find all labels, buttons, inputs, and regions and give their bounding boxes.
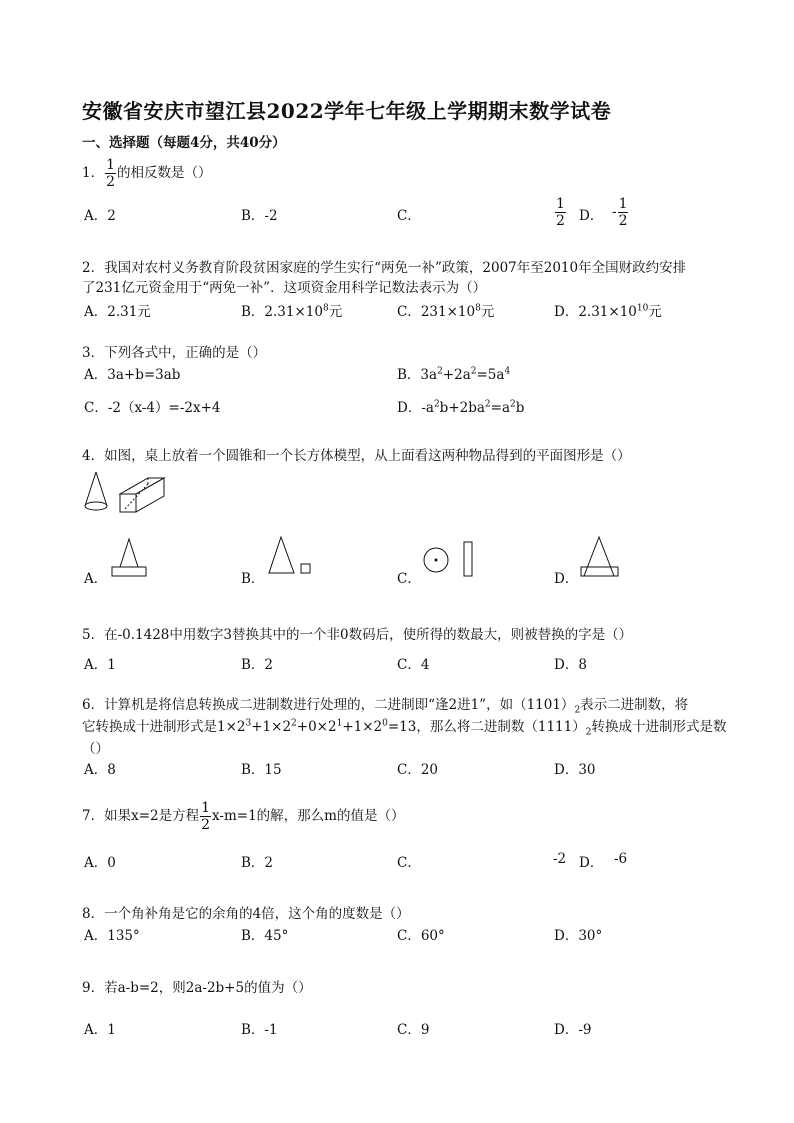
option-c[interactable]: C．9 <box>397 1022 430 1038</box>
option-b[interactable]: B．45° <box>241 928 289 944</box>
option-b[interactable]: B．2 <box>241 657 274 673</box>
option-c[interactable]: C． <box>397 208 421 224</box>
option-a[interactable]: A． <box>84 571 108 587</box>
option-d[interactable]: D．$-a^2b+2ba^2=a^2b$ <box>397 399 525 416</box>
option-c[interactable]: C．-2（x-4）=-2x+4 <box>84 400 221 416</box>
question-8-stem: 8．一个角补角是它的余角的4倍，这个角的度数是（） <box>82 906 410 922</box>
question-2-line-2: 了231亿元资金用于“两免一补”．这项资金用科学记数法表示为（） <box>82 280 487 296</box>
option-d[interactable]: D．-9 <box>554 1022 592 1038</box>
triangle-and-square-figure <box>266 535 314 577</box>
option-a[interactable]: A．2.31元 <box>84 304 151 320</box>
option-c[interactable]: C．20 <box>397 762 439 778</box>
fraction: $\frac{1}{2}$ <box>201 800 211 833</box>
option-b[interactable]: B．-2 <box>241 208 278 224</box>
question-7-stem: 7．如果x=2是方程 $\frac{1}{2}$ x-m=1的解，那么m的值是（） <box>82 800 405 833</box>
section-heading: 一、选择题（每题4分，共40分） <box>82 135 286 151</box>
option-d-value: - $\frac{1}{2}$ <box>612 196 628 229</box>
option-a[interactable]: A．0 <box>84 855 116 871</box>
option-d[interactable]: D．$2.31\times 10^{10}$元 <box>554 303 662 320</box>
option-d-value: -6 <box>614 851 628 867</box>
option-a[interactable]: A．135° <box>84 928 140 944</box>
option-a[interactable]: A．1 <box>84 657 116 673</box>
triangle-on-rectangle-figure <box>108 537 150 579</box>
question-6-line-2: 它转换成十进制形式是$1\times 2^3+1\times 2^2+0\times 2^1+1\times 2^0=13$，那么将二进制数$(1111)_2$转换成十进制形式是数 <box>82 718 727 738</box>
option-b[interactable]: B．-1 <box>241 1022 278 1038</box>
option-a[interactable]: A．3a+b=3ab <box>84 367 181 383</box>
question-2-line-1: 2．我国对农村义务教育阶段贫困家庭的学生实行“两免一补”政策，2007年至2010年全国财政约安排 <box>82 260 687 276</box>
option-c[interactable]: C． <box>397 855 421 871</box>
page-title: 安徽省安庆市望江县2022学年七年级上学期期末数学试卷 <box>82 99 612 123</box>
question-1-stem <box>82 158 212 189</box>
option-a[interactable]: A．8 <box>84 762 116 778</box>
option-a[interactable]: A．2 <box>84 208 116 224</box>
question-5-stem: 5．在-0.1428中用数字3替换其中的一个非0数码后，使所得的数最大，则被替换的字是（） <box>82 627 633 643</box>
triangle-over-rectangle-figure <box>578 535 622 579</box>
option-c[interactable]: C．4 <box>397 657 430 673</box>
question-text: 的相反数是（） <box>117 165 212 181</box>
option-b[interactable]: B． <box>241 571 265 587</box>
option-b[interactable]: B．2 <box>241 855 274 871</box>
option-d[interactable]: D． <box>554 571 579 587</box>
option-b[interactable]: B．15 <box>241 762 282 778</box>
cone-and-cuboid-figure <box>82 470 172 518</box>
question-6-line-1: 6．计算机是将信息转换成二进制数进行处理的，二进制即“逢2进1”，如$(1101)_2$表示二进制数，将 <box>82 697 689 716</box>
option-d[interactable]: D． <box>579 855 604 871</box>
question-4-stem: 4．如图，桌上放着一个圆锥和一个长方体模型，从上面看这两种物品得到的平面图形是（） <box>82 448 631 464</box>
question-3-stem: 3．下列各式中，正确的是（） <box>82 345 267 361</box>
option-b[interactable]: B．$2.31\times 10^8$元 <box>241 303 343 320</box>
option-d[interactable]: D． <box>579 208 604 224</box>
option-c[interactable]: C．60° <box>397 928 445 944</box>
option-c-value: -2 <box>553 851 567 867</box>
option-c-fraction: $\frac{1}{2}$ <box>556 196 565 229</box>
question-6-line-3: （） <box>82 741 109 757</box>
circle-and-rectangle-figure <box>422 540 478 578</box>
option-b[interactable]: B．$3a^2+2a^2=5a^4$ <box>397 366 511 383</box>
option-d[interactable]: D．30 <box>554 762 596 778</box>
option-c[interactable]: C．$231\times 10^8$元 <box>397 303 495 320</box>
option-d[interactable]: D．30° <box>554 928 603 944</box>
option-a[interactable]: A．1 <box>84 1022 116 1038</box>
question-number: 1． <box>82 165 105 181</box>
question-9-stem: 9．若a-b=2，则2a-2b+5的值为（） <box>82 980 312 996</box>
fraction: $\frac{1}{2}$ <box>106 157 116 190</box>
option-d[interactable]: D．8 <box>554 657 587 673</box>
option-c[interactable]: C． <box>397 571 421 587</box>
